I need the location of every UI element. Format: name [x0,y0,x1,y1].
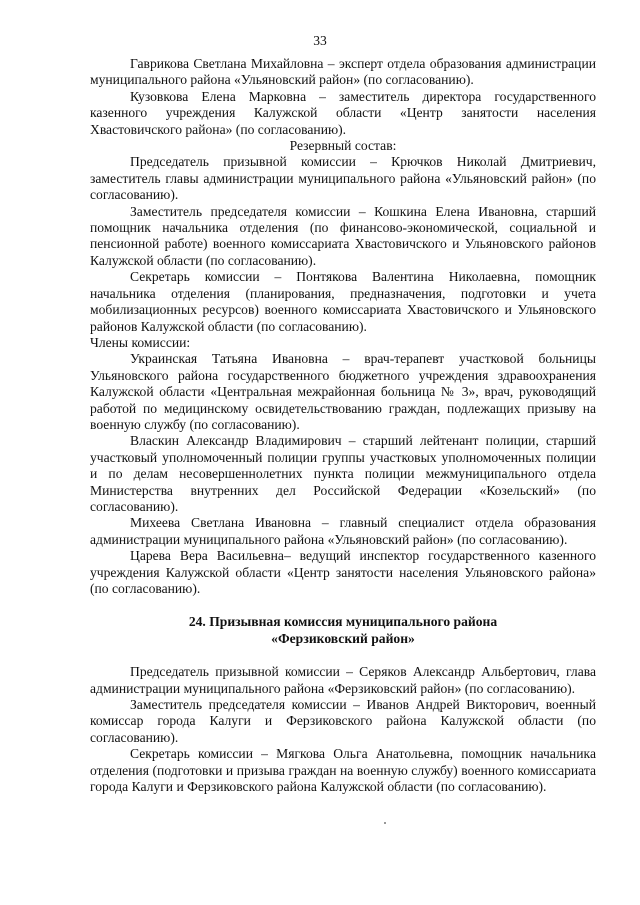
paragraph: Гаврикова Светлана Михайловна – эксперт отдела образования администрации муниципального района «Ульяновский район» (по согласованию). [90,56,596,88]
paragraph: Заместитель председателя комиссии – Иванов Андрей Викторович, военный комиссар города Калуги и Ферзиковского района Калужской области (по согласованию). [90,697,596,745]
page-number: 33 [313,33,327,48]
section-title-line-2: «Ферзиковский район» [271,630,415,646]
paragraph: Заместитель председателя комиссии – Кошкина Елена Ивановна, старший помощник начальника отделения (по финансово-экономической, социальной и пенсионной работе) военного комиссариата Хвастовичского и Ульяновского районов Калужской области (по согласованию). [90,203,596,268]
section-title-line-1: 24. Призывная комиссия муниципального района [188,614,498,630]
paragraph: Царева Вера Васильевна– ведущий инспектор государственного казенного учреждения Калужской области «Центр занятости населения Ульяновского района» (по согласованию). [90,548,596,596]
section-title [90,614,596,647]
paragraph: Председатель призывной комиссии – Крючков Николай Дмитриевич, заместитель главы администрации муниципального района «Ульяновский район» (по согласованию). [90,154,596,203]
paragraph: Михеева Светлана Ивановна – главный специалист отдела образования администрации муниципального района «Ульяновский район» (по согласованию). [90,515,596,547]
paragraph: Председатель призывной комиссии – Серяков Александр Альбертович, глава администрации муниципального района «Ферзиковский район» (по согласованию). [90,664,596,696]
paragraph: Кузовкова Елена Марковна – заместитель директора государственного казенного учреждения Калужской области «Центр занятости населения Хвастовичского района» (по согласованию). [90,88,596,137]
paragraph: Украинская Татьяна Ивановна – врач-терапевт участковой больницы Ульяновского района государственного бюджетного учреждения здравоохранения Калужской области «Центральная межрайонная больница № 3», врач, руководящий работой по медицинскому освидетельствованию граждан, подлежащих призыву на военную службу (по согласованию). [90,351,596,432]
reserve-heading: Резервный состав: [289,138,397,154]
scan-speck [384,822,386,824]
paragraph: Секретарь комиссии – Мягкова Ольга Анатольевна, помощник начальника отделения (подготовки и призыва граждан на военную службу) военного комиссариата города Калуги и Ферзиковского района Калужской области (по согласованию). [90,746,596,795]
paragraph: Секретарь комиссии – Понтякова Валентина Николаевна, помощник начальника отделения (планирования, предназначения, подготовки и учета мобилизационных ресурсов) военного комиссариата Хвастовичского и Ульяновского районов Калужской области (по согласованию). [90,269,596,334]
paragraph: Власкин Александр Владимирович – старший лейтенант полиции, старший участковый уполномоченный полиции группы участковых уполномоченных полиции и по делам несовершеннолетних пункта полиции межмуниципального отдела Министерства внутренних дел Российской Федерации «Козельский» (по согласованию). [90,433,596,514]
document-body [90,56,596,795]
members-heading: Члены комиссии: [90,334,191,350]
